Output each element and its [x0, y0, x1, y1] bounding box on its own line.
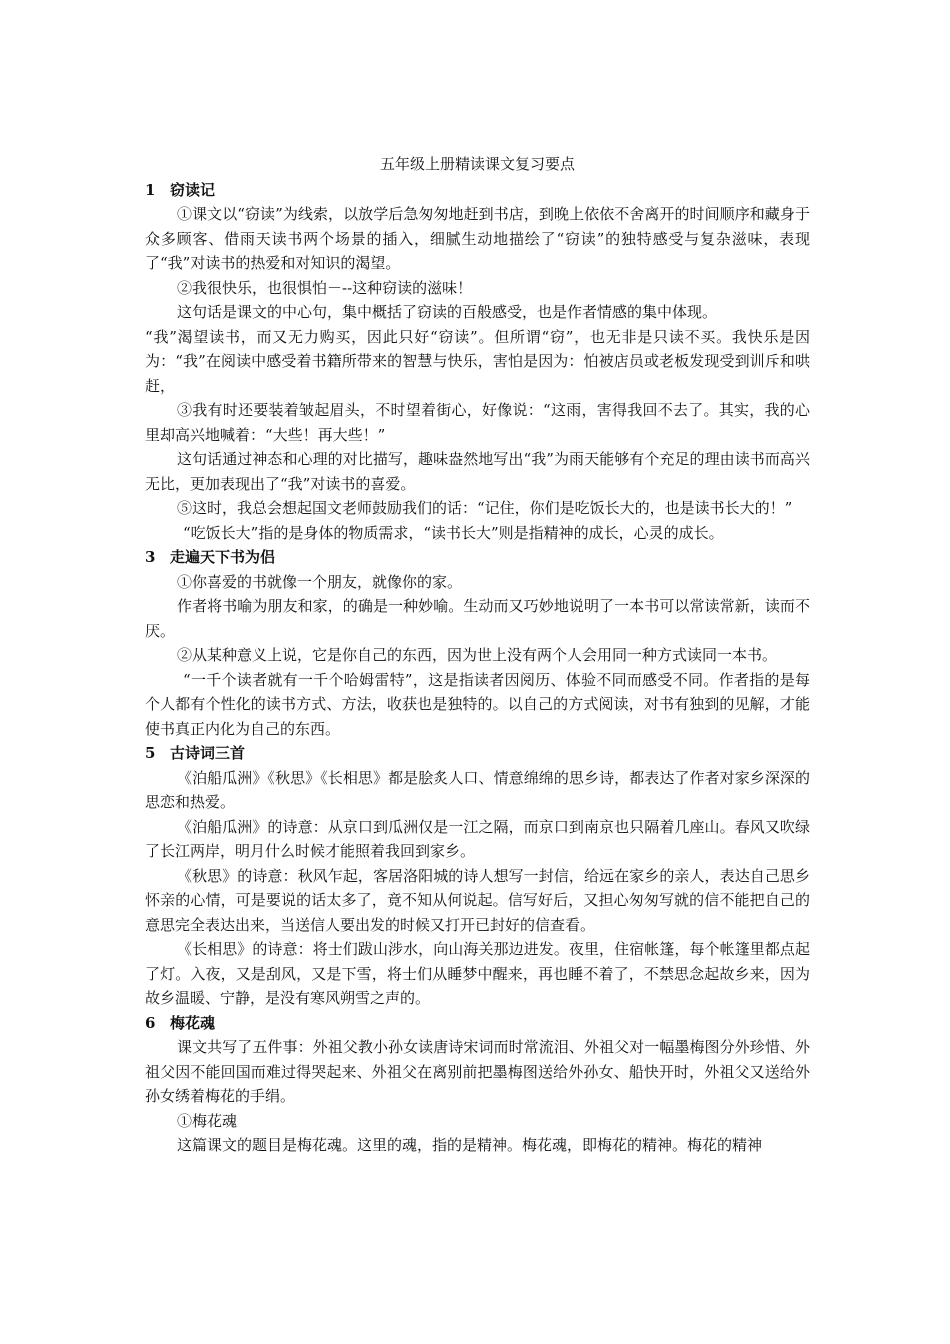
- paragraph: ③我有时还要装着皱起眉头，不时望着街心，好像说：“这雨，害得我回不去了。其实，我的心里却高兴地喊着：“大些！再大些！”: [145, 401, 810, 444]
- document-title: 五年级上册精读课文复习要点: [379, 155, 575, 173]
- section-heading-text: 窃读记: [170, 180, 216, 199]
- paragraph: 《泊船瓜洲》的诗意：从京口到瓜洲仅是一江之隔，而京口到南京也只隔着几座山。春风又吹绿了长江两岸，明月什么时候才能照着我回到家乡。: [145, 817, 810, 860]
- section-number: 6: [145, 1013, 156, 1032]
- paragraph: “我”渴望读书，而又无力购买，因此只好“窃读”。但所谓“窃”，也无非是只读不买。我快乐是因为：“我”在阅读中感受着书籍所带来的智慧与快乐，害怕是因为：怕被店员或老板发现受到训斥和哄赶，: [145, 327, 810, 395]
- paragraph: 《长相思》的诗意：将士们跋山涉水，向山海关那边进发。夜里，住宿帐篷，每个帐篷里都点起了灯。入夜，又是刮风，又是下雪，将士们从睡梦中醒来，再也睡不着了，不禁思念起故乡来，因为故乡温暖、宁静，是没有寒风朔雪之声的。: [145, 940, 810, 1007]
- section-heading-text: 古诗词三首: [170, 744, 246, 762]
- paragraph: 《泊船瓜洲》《秋思》《长相思》都是脍炙人口、情意绵绵的思乡诗，都表达了作者对家乡深深的思恋和热爱。: [145, 768, 810, 811]
- section-number: 1: [145, 180, 156, 199]
- paragraph: ②从某种意义上说，它是你自己的东西，因为世上没有两个人会用同一种方式读同一本书。: [177, 646, 778, 664]
- section-heading-text: 梅花魂: [170, 1013, 216, 1032]
- paragraph: “一千个读者就有一千个哈姆雷特”，这是指读者因阅历、体验不同而感受不同。作者指的是每个人都有个性化的读书方式、方法，收获也是独特的。以自己的方式阅读，对书有独到的见解，才能使书真正内化为自己的东西。: [145, 670, 810, 738]
- paragraph: 课文共写了五件事：外祖父教小孙女读唐诗宋词而时常流泪、外祖父对一幅墨梅图分外珍惜、外祖父因不能回国而难过得哭起来、外祖父在离别前把墨梅图送给外孙女、船快开时，外祖父又送给外孙女绣着梅花的手绢。: [145, 1038, 810, 1105]
- section-heading: [145, 741, 810, 766]
- paragraph: ⑤这时，我总会想起国文老师鼓励我们的话：“记住，你们是吃饭长大的，也是读书长大的！”: [177, 499, 793, 517]
- section-number: 3: [145, 548, 156, 566]
- paragraph: ①课文以“窃读”为线索，以放学后急匆匆地赶到书店，到晚上依依不舍离开的时间顺序和藏身于众多顾客、借雨天读书两个场景的插入，细腻生动地描绘了“窃读”的独特感受与复杂滋味，表现了“我”对读书的热爱和对知识的渴望。: [145, 205, 810, 272]
- paragraph: ①梅花魂: [177, 1111, 238, 1130]
- paragraph: 这句话通过神态和心理的对比描写，趣味盎然地写出“我”为雨天能够有个充足的理由读书而高兴无比，更加表现出了“我”对读书的喜爱。: [145, 450, 810, 493]
- section-heading: [145, 178, 810, 203]
- paragraph: ①你喜爱的书就像一个朋友，就像你的家。: [177, 572, 463, 591]
- section-number: 5: [145, 744, 156, 762]
- paragraph: 这篇课文的题目是梅花魂。这里的魂，指的是精神。梅花魂，即梅花的精神。梅花的精神: [177, 1136, 763, 1154]
- paragraph: ②我很快乐，也很惧怕－--这种窃读的滋味！: [177, 278, 473, 297]
- paragraph: 作者将书喻为朋友和家，的确是一种妙喻。生动而又巧妙地说明了一本书可以常读常新，读而不厌。: [145, 597, 810, 640]
- section-heading: [145, 545, 810, 570]
- section-heading-text: 走遍天下书为侣: [170, 548, 276, 566]
- paragraph: “吃饭长大”指的是身体的物质需求，“读书长大”则是指精神的成长，心灵的成长。: [183, 523, 724, 542]
- paragraph: 这句话是课文的中心句，集中概括了窃读的百般感受，也是作者情感的集中体现。: [177, 303, 718, 321]
- paragraph: 《秋思》的诗意：秋风乍起，客居洛阳城的诗人想写一封信，给远在家乡的亲人，表达自己思乡怀亲的心情，可是要说的话太多了，竟不知从何说起。信写好后，又担心匆匆写就的信不能把自己的意思完全表达出来，当送信人要出发的时候又打开已封好的信查看。: [145, 866, 810, 934]
- section-heading: [145, 1011, 810, 1036]
- document-content: [145, 152, 810, 1158]
